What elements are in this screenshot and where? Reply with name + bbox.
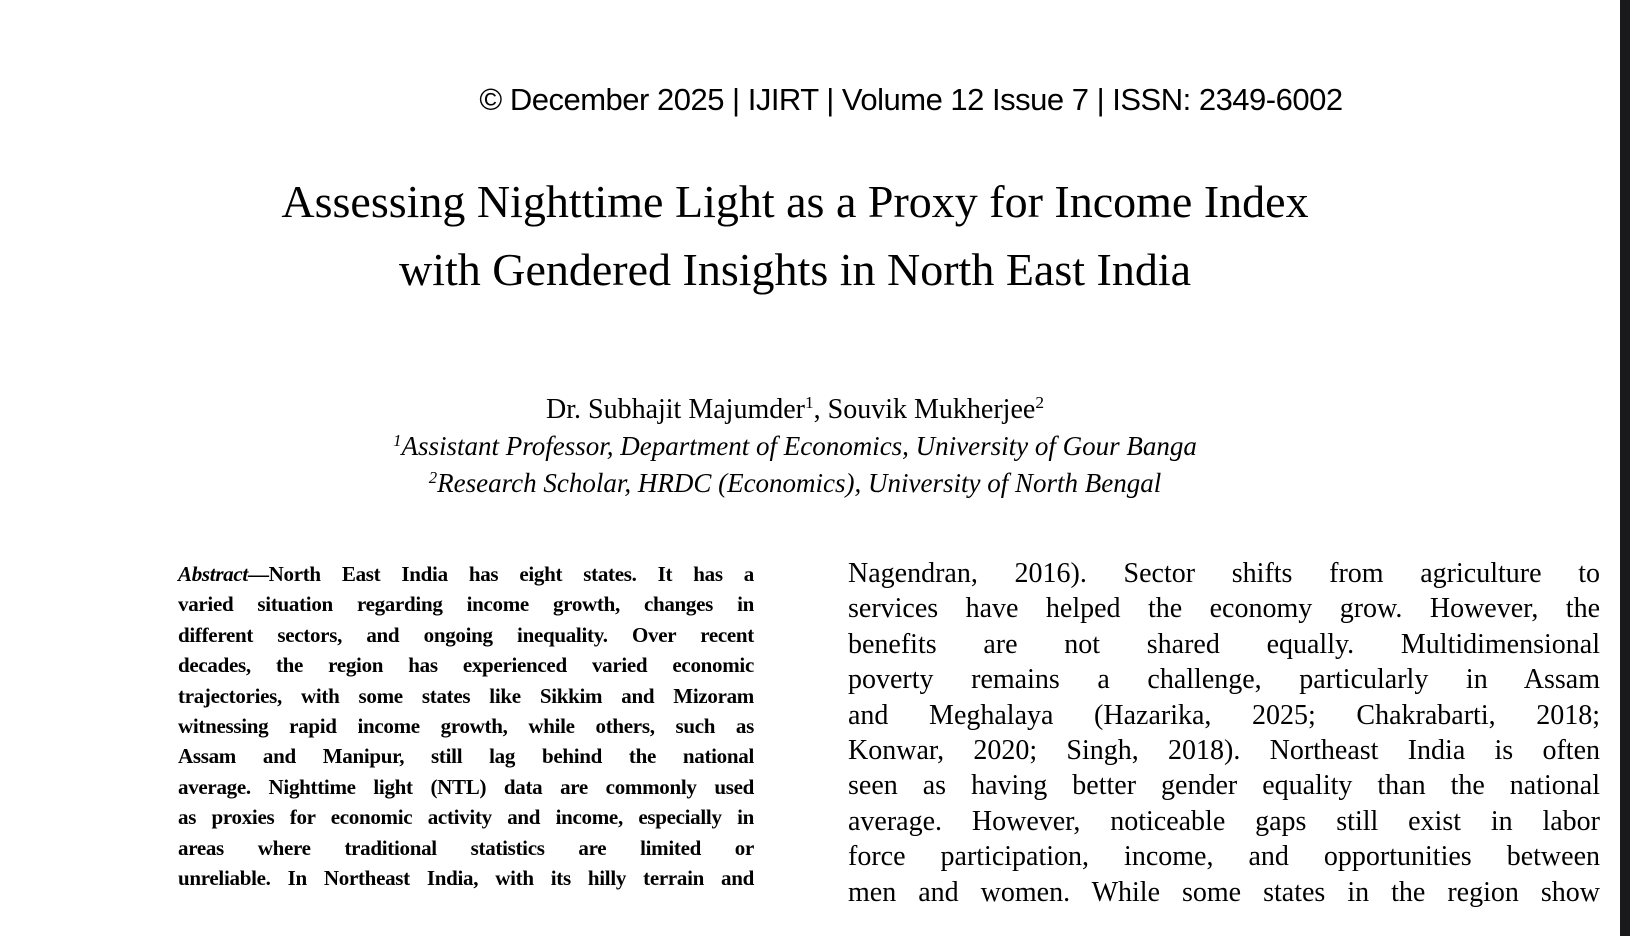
affiliation-1: [165, 431, 1425, 462]
text-line: services have helped the economy grow. However, the: [848, 593, 1600, 625]
author-2-affiliation-mark: 2: [1035, 393, 1044, 413]
text-line: and Meghalaya (Hazarika, 2025; Chakrabarti, 2018;: [848, 699, 1600, 731]
affiliation-2-mark: 2: [428, 467, 438, 487]
text-line: seen as having better gender equality than the national: [848, 770, 1600, 802]
affiliation-1-mark: 1: [393, 430, 402, 450]
abstract-column: [178, 559, 754, 893]
text-line: different sectors, and ongoing inequality. Over recent: [178, 622, 754, 647]
text-line: poverty remains a challenge, particularly in Assam: [848, 664, 1600, 696]
affiliation-1-text: Assistant Professor, Department of Economics, University of Gour Banga: [401, 431, 1197, 461]
author-1-affiliation-mark: 1: [804, 393, 814, 413]
text-line: witnessing rapid income growth, while others, such as: [178, 714, 754, 739]
abstract-first-line-rest: —North East India has eight states. It has a: [247, 562, 754, 586]
text-line: benefits are not shared equally. Multidimensional: [848, 628, 1600, 660]
abstract-first-line: [178, 559, 754, 589]
affiliation-2-text: Research Scholar, HRDC (Economics), University of North Bengal: [437, 468, 1162, 498]
text-line: as proxies for economic activity and income, especially in: [178, 805, 754, 830]
text-line: decades, the region has experienced varied economic: [178, 653, 754, 678]
author-2-name: , Souvik Mukherjee: [813, 394, 1036, 425]
journal-header: © December 2025 | IJIRT | Volume 12 Issue 7 | ISSN: 2349-6002: [479, 82, 1343, 117]
text-line: trajectories, with some states like Sikkim and Mizoram: [178, 683, 754, 708]
paper-title-line-2: with Gendered Insights in North East India: [398, 244, 1192, 295]
text-line: Nagendran, 2016). Sector shifts from agriculture to: [848, 558, 1600, 589]
body-text-lines: [848, 556, 1600, 910]
text-line: average. Nighttime light (NTL) data are commonly used: [178, 774, 754, 799]
abstract-label: Abstract: [178, 562, 248, 586]
text-line: unreliable. In Northeast India, with its hilly terrain and: [178, 866, 754, 891]
text-line: areas where traditional statistics are limited or: [178, 835, 754, 860]
viewer-right-edge-bar: [1620, 0, 1630, 936]
text-line: men and women. While some states in the region show: [848, 876, 1600, 908]
text-line: Konwar, 2020; Singh, 2018). Northeast India is often: [848, 735, 1600, 767]
body-text-column: [848, 556, 1600, 910]
author-1-name: Dr. Subhajit Majumder: [546, 394, 805, 425]
text-line: Assam and Manipur, still lag behind the national: [178, 744, 754, 769]
abstract-body-lines: [178, 589, 754, 893]
paper-title-line-1: Assessing Nighttime Light as a Proxy for Income Index: [281, 176, 1309, 227]
text-line: varied situation regarding income growth, changes in: [178, 592, 754, 617]
text-line: average. However, noticeable gaps still exist in labor: [848, 805, 1600, 837]
paper-title: [165, 168, 1425, 304]
authors-line: [165, 394, 1425, 426]
text-line: force participation, income, and opportunities between: [848, 841, 1600, 873]
affiliation-2: [165, 468, 1425, 499]
